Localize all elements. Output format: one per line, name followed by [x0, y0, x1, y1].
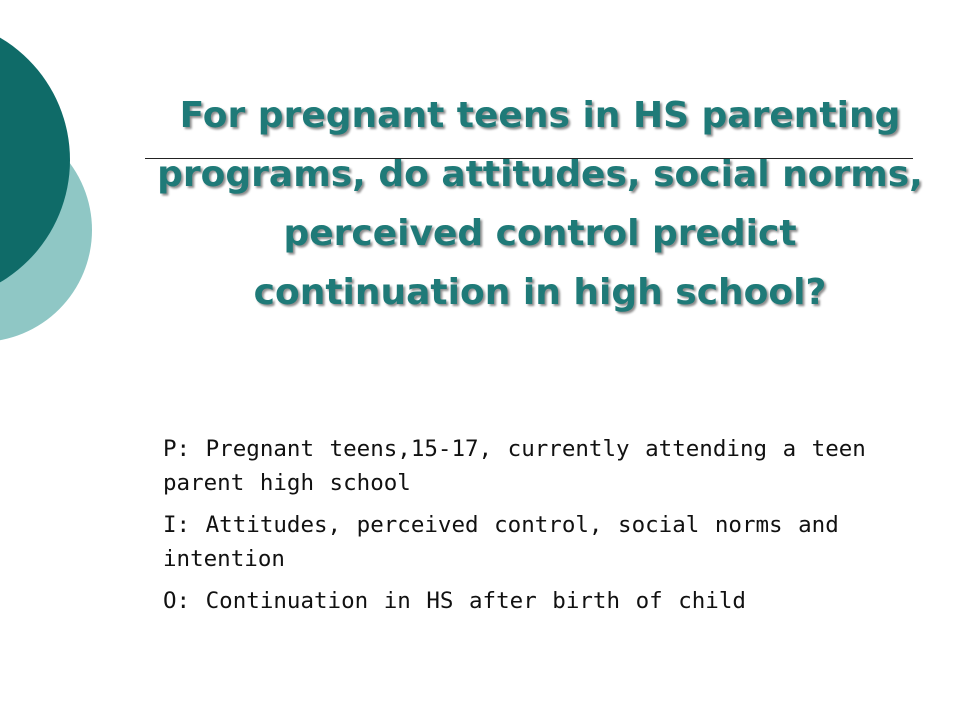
slide-title: For pregnant teens in HS parenting programs, do attitudes, social norms, perceived control predict continuation in high school?	[157, 95, 923, 313]
bullet-list	[163, 432, 883, 626]
bullet-outcome: O: Continuation in HS after birth of child	[163, 588, 746, 614]
bullet-intervention: I: Attitudes, perceived control, social norms and intention	[163, 512, 839, 572]
decorative-circles	[0, 0, 130, 380]
bullet-population: P: Pregnant teens,15-17, currently attending a teen parent high school	[163, 436, 866, 496]
